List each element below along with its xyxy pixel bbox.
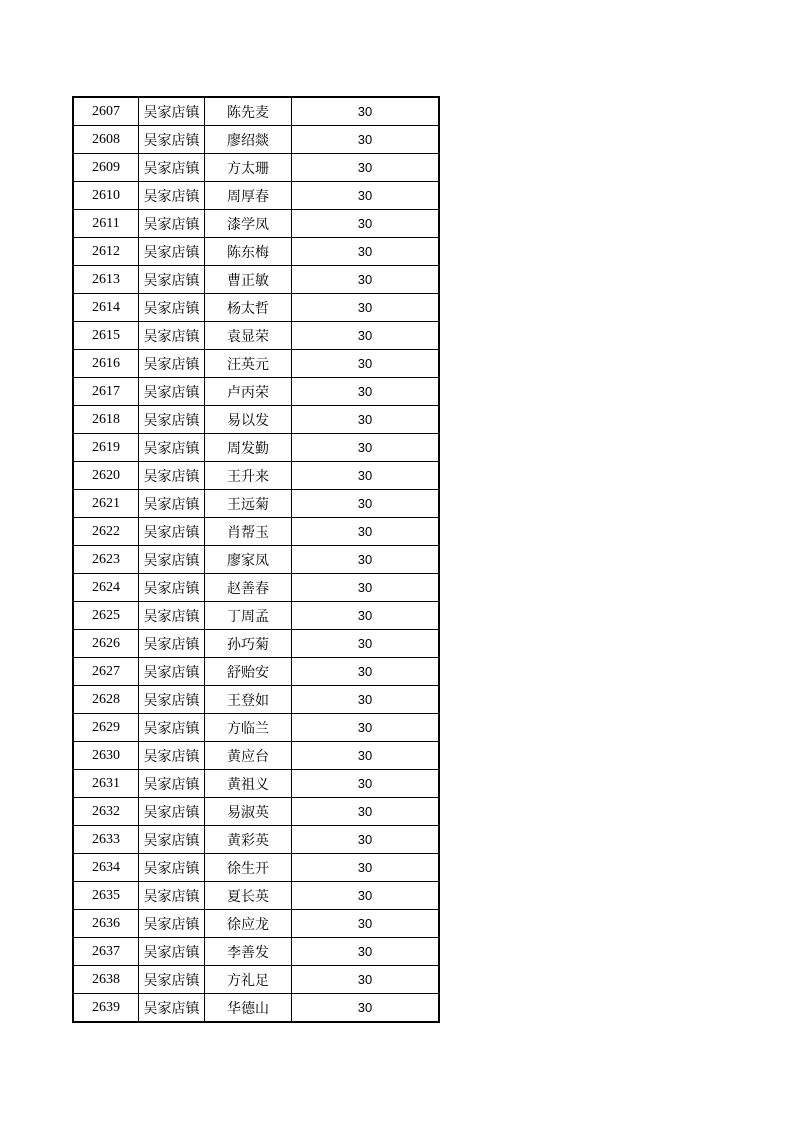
- cell-name: 王升来: [205, 462, 292, 490]
- table-row: [73, 882, 439, 910]
- cell-town: 吴家店镇: [139, 518, 205, 546]
- table-row: [73, 294, 439, 322]
- cell-name: 易淑英: [205, 798, 292, 826]
- cell-name: 杨太哲: [205, 294, 292, 322]
- table-row: [73, 406, 439, 434]
- cell-number: 2620: [73, 462, 139, 490]
- table-row: [73, 854, 439, 882]
- table-row: [73, 378, 439, 406]
- cell-town: 吴家店镇: [139, 238, 205, 266]
- cell-number: 2636: [73, 910, 139, 938]
- table-row: [73, 546, 439, 574]
- cell-number: 2617: [73, 378, 139, 406]
- cell-town: 吴家店镇: [139, 126, 205, 154]
- cell-number: 2615: [73, 322, 139, 350]
- cell-number: 2639: [73, 994, 139, 1023]
- cell-amount: 30: [292, 97, 440, 126]
- cell-number: 2613: [73, 266, 139, 294]
- cell-amount: 30: [292, 182, 440, 210]
- cell-number: 2610: [73, 182, 139, 210]
- cell-number: 2638: [73, 966, 139, 994]
- cell-name: 周发勤: [205, 434, 292, 462]
- table-row: [73, 210, 439, 238]
- cell-number: 2614: [73, 294, 139, 322]
- cell-amount: 30: [292, 266, 440, 294]
- cell-amount: 30: [292, 994, 440, 1023]
- cell-name: 周厚春: [205, 182, 292, 210]
- cell-amount: 30: [292, 322, 440, 350]
- cell-amount: 30: [292, 154, 440, 182]
- cell-town: 吴家店镇: [139, 294, 205, 322]
- cell-number: 2607: [73, 97, 139, 126]
- cell-amount: 30: [292, 826, 440, 854]
- cell-name: 汪英元: [205, 350, 292, 378]
- table-row: [73, 602, 439, 630]
- cell-amount: 30: [292, 742, 440, 770]
- cell-number: 2622: [73, 518, 139, 546]
- cell-amount: 30: [292, 966, 440, 994]
- cell-town: 吴家店镇: [139, 910, 205, 938]
- cell-name: 王远菊: [205, 490, 292, 518]
- cell-amount: 30: [292, 714, 440, 742]
- cell-amount: 30: [292, 770, 440, 798]
- cell-town: 吴家店镇: [139, 938, 205, 966]
- cell-number: 2619: [73, 434, 139, 462]
- cell-town: 吴家店镇: [139, 574, 205, 602]
- cell-amount: 30: [292, 658, 440, 686]
- cell-town: 吴家店镇: [139, 882, 205, 910]
- cell-town: 吴家店镇: [139, 826, 205, 854]
- cell-number: 2616: [73, 350, 139, 378]
- cell-amount: 30: [292, 910, 440, 938]
- cell-number: 2627: [73, 658, 139, 686]
- cell-name: 陈先麦: [205, 97, 292, 126]
- cell-number: 2632: [73, 798, 139, 826]
- table-row: [73, 182, 439, 210]
- cell-number: 2621: [73, 490, 139, 518]
- cell-number: 2628: [73, 686, 139, 714]
- table-row: [73, 266, 439, 294]
- cell-town: 吴家店镇: [139, 798, 205, 826]
- cell-name: 方礼足: [205, 966, 292, 994]
- cell-town: 吴家店镇: [139, 350, 205, 378]
- cell-amount: 30: [292, 294, 440, 322]
- cell-amount: 30: [292, 798, 440, 826]
- table-row: [73, 154, 439, 182]
- cell-name: 陈东梅: [205, 238, 292, 266]
- cell-town: 吴家店镇: [139, 154, 205, 182]
- cell-number: 2637: [73, 938, 139, 966]
- cell-number: 2633: [73, 826, 139, 854]
- table-row: [73, 686, 439, 714]
- cell-name: 袁显荣: [205, 322, 292, 350]
- cell-town: 吴家店镇: [139, 182, 205, 210]
- cell-name: 方临兰: [205, 714, 292, 742]
- cell-town: 吴家店镇: [139, 602, 205, 630]
- cell-town: 吴家店镇: [139, 266, 205, 294]
- cell-name: 曹正敏: [205, 266, 292, 294]
- table-row: [73, 490, 439, 518]
- cell-name: 李善发: [205, 938, 292, 966]
- cell-name: 华德山: [205, 994, 292, 1023]
- cell-name: 卢丙荣: [205, 378, 292, 406]
- cell-amount: 30: [292, 602, 440, 630]
- table-row: [73, 910, 439, 938]
- cell-amount: 30: [292, 406, 440, 434]
- cell-name: 夏长英: [205, 882, 292, 910]
- table-row: [73, 770, 439, 798]
- cell-name: 孙巧菊: [205, 630, 292, 658]
- cell-name: 丁周孟: [205, 602, 292, 630]
- table-row: [73, 97, 439, 126]
- table-row: [73, 742, 439, 770]
- cell-amount: 30: [292, 518, 440, 546]
- table-row: [73, 658, 439, 686]
- cell-town: 吴家店镇: [139, 322, 205, 350]
- table-row: [73, 462, 439, 490]
- cell-amount: 30: [292, 546, 440, 574]
- cell-number: 2625: [73, 602, 139, 630]
- table-row: [73, 714, 439, 742]
- cell-town: 吴家店镇: [139, 97, 205, 126]
- cell-number: 2631: [73, 770, 139, 798]
- cell-name: 舒贻安: [205, 658, 292, 686]
- cell-amount: 30: [292, 462, 440, 490]
- cell-number: 2611: [73, 210, 139, 238]
- cell-amount: 30: [292, 490, 440, 518]
- table-row: [73, 938, 439, 966]
- cell-name: 徐应龙: [205, 910, 292, 938]
- cell-name: 廖家凤: [205, 546, 292, 574]
- cell-amount: 30: [292, 938, 440, 966]
- cell-town: 吴家店镇: [139, 630, 205, 658]
- cell-number: 2626: [73, 630, 139, 658]
- cell-town: 吴家店镇: [139, 210, 205, 238]
- cell-amount: 30: [292, 854, 440, 882]
- cell-town: 吴家店镇: [139, 742, 205, 770]
- cell-name: 肖帮玉: [205, 518, 292, 546]
- cell-amount: 30: [292, 350, 440, 378]
- cell-name: 方太珊: [205, 154, 292, 182]
- cell-amount: 30: [292, 630, 440, 658]
- cell-town: 吴家店镇: [139, 462, 205, 490]
- cell-amount: 30: [292, 434, 440, 462]
- cell-town: 吴家店镇: [139, 686, 205, 714]
- cell-town: 吴家店镇: [139, 770, 205, 798]
- cell-town: 吴家店镇: [139, 658, 205, 686]
- cell-town: 吴家店镇: [139, 994, 205, 1023]
- cell-town: 吴家店镇: [139, 546, 205, 574]
- table-row: [73, 126, 439, 154]
- table-row: [73, 798, 439, 826]
- cell-name: 漆学凤: [205, 210, 292, 238]
- table-row: [73, 574, 439, 602]
- cell-amount: 30: [292, 686, 440, 714]
- cell-town: 吴家店镇: [139, 434, 205, 462]
- table-row: [73, 994, 439, 1023]
- cell-name: 易以发: [205, 406, 292, 434]
- cell-number: 2630: [73, 742, 139, 770]
- cell-town: 吴家店镇: [139, 490, 205, 518]
- table-body: [73, 97, 439, 1022]
- cell-name: 黄祖义: [205, 770, 292, 798]
- cell-number: 2618: [73, 406, 139, 434]
- table-row: [73, 350, 439, 378]
- cell-number: 2608: [73, 126, 139, 154]
- cell-amount: 30: [292, 574, 440, 602]
- table-row: [73, 630, 439, 658]
- table-row: [73, 518, 439, 546]
- cell-town: 吴家店镇: [139, 378, 205, 406]
- cell-name: 赵善春: [205, 574, 292, 602]
- cell-name: 徐生开: [205, 854, 292, 882]
- table-row: [73, 434, 439, 462]
- cell-name: 黄彩英: [205, 826, 292, 854]
- cell-amount: 30: [292, 378, 440, 406]
- cell-number: 2634: [73, 854, 139, 882]
- cell-number: 2609: [73, 154, 139, 182]
- table-row: [73, 238, 439, 266]
- cell-town: 吴家店镇: [139, 714, 205, 742]
- cell-amount: 30: [292, 210, 440, 238]
- cell-amount: 30: [292, 126, 440, 154]
- cell-number: 2629: [73, 714, 139, 742]
- cell-town: 吴家店镇: [139, 406, 205, 434]
- cell-town: 吴家店镇: [139, 854, 205, 882]
- cell-number: 2635: [73, 882, 139, 910]
- data-table: [72, 96, 440, 1023]
- cell-amount: 30: [292, 882, 440, 910]
- cell-town: 吴家店镇: [139, 966, 205, 994]
- table-row: [73, 966, 439, 994]
- table-row: [73, 322, 439, 350]
- cell-amount: 30: [292, 238, 440, 266]
- cell-number: 2624: [73, 574, 139, 602]
- table-row: [73, 826, 439, 854]
- cell-name: 王登如: [205, 686, 292, 714]
- cell-name: 黄应台: [205, 742, 292, 770]
- cell-number: 2623: [73, 546, 139, 574]
- cell-number: 2612: [73, 238, 139, 266]
- cell-name: 廖绍燚: [205, 126, 292, 154]
